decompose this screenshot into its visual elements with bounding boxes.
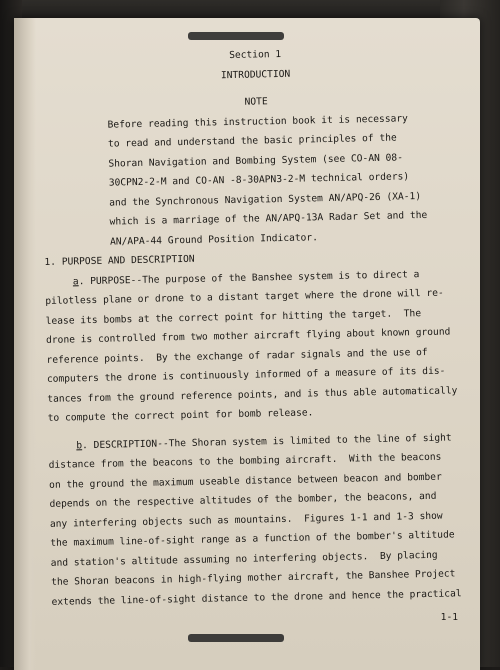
note-line: Shoran Navigation and Bombing System (see CO-AN 08-: [108, 151, 404, 170]
paragraph-b-line: and station's altitude assuming no interfering objects. By placing: [50, 549, 438, 569]
paragraph-a-line: reference points. By the exchange of radar signals and the use of: [46, 346, 428, 366]
paragraph-a-line: lease its bombs at the correct point for hitting the target. The: [45, 307, 422, 327]
staple-bottom: [188, 634, 284, 642]
paragraph-b-label: b: [76, 439, 83, 451]
paragraph-a-line: computers the drone is continuously informed of a measure of its dis-: [46, 365, 446, 385]
staple-top: [188, 32, 284, 40]
section-heading: 1. PURPOSE AND DESCRIPTION: [44, 253, 195, 268]
paragraph-b-line: distance from the beacons to the bombing aircraft. With the beacons: [48, 451, 442, 471]
paragraph-a-line: to compute the correct point for bomb release.: [47, 407, 314, 424]
document-page: [14, 18, 480, 670]
paragraph-b-line: depends on the respective altitudes of the bomber, the beacons, and: [49, 490, 437, 510]
page-binding-edge: [14, 18, 36, 670]
note-line: to read and understand the basic principles of the: [107, 132, 397, 150]
page-content: [40, 41, 482, 612]
section-label: Section 1: [229, 48, 282, 62]
note-line: which is a marriage of the AN/APQ-13A Radar Set and the: [109, 209, 428, 228]
note-line: AN/APA-44 Ground Position Indicator.: [109, 231, 319, 248]
paragraph-b-line: any interfering objects such as mountains. Figures 1-1 and 1-3 show: [49, 510, 443, 530]
paragraph-a-line: tances from the ground reference points, and is thus able automatically: [47, 384, 458, 405]
paragraph-b-lead-text: . DESCRIPTION--The Shoran system is limited to the line of sight: [81, 431, 452, 451]
note-line: and the Synchronous Navigation System AN/APQ-26 (XA-1): [109, 190, 422, 209]
page-number: 1-1: [440, 612, 458, 623]
page-title: INTRODUCTION: [220, 68, 291, 81]
paragraph-b-line: extends the line-of-sight distance to the drone and hence the practical: [51, 587, 462, 608]
paragraph-b-line: on the ground the maximum useable distance between beacon and bomber: [48, 471, 442, 491]
note-block: [41, 107, 474, 252]
note-line: 30CPN2-2-M and CO-AN -8-30APN3-2-M technical orders): [108, 171, 410, 189]
paragraph-a-line: pilotless plane or drone to a distant target where the drone will re-: [45, 287, 444, 307]
note-heading: NOTE: [244, 96, 268, 108]
paragraph-a-label: a: [72, 275, 79, 287]
paragraph-b-line: the Shoran beacons in high-flying mother aircraft, the Banshee Project: [51, 568, 456, 588]
paragraph-a-lead-text: . PURPOSE--The purpose of the Banshee system is to direct a: [78, 268, 420, 287]
paragraph-a-line: drone is controlled from two mother aircraft flying about known ground: [45, 326, 451, 346]
note-line: Before reading this instruction book it is necessary: [107, 112, 408, 131]
paragraph-b-line: the maximum line-of-sight range as a function of the bomber's altitude: [50, 529, 455, 549]
